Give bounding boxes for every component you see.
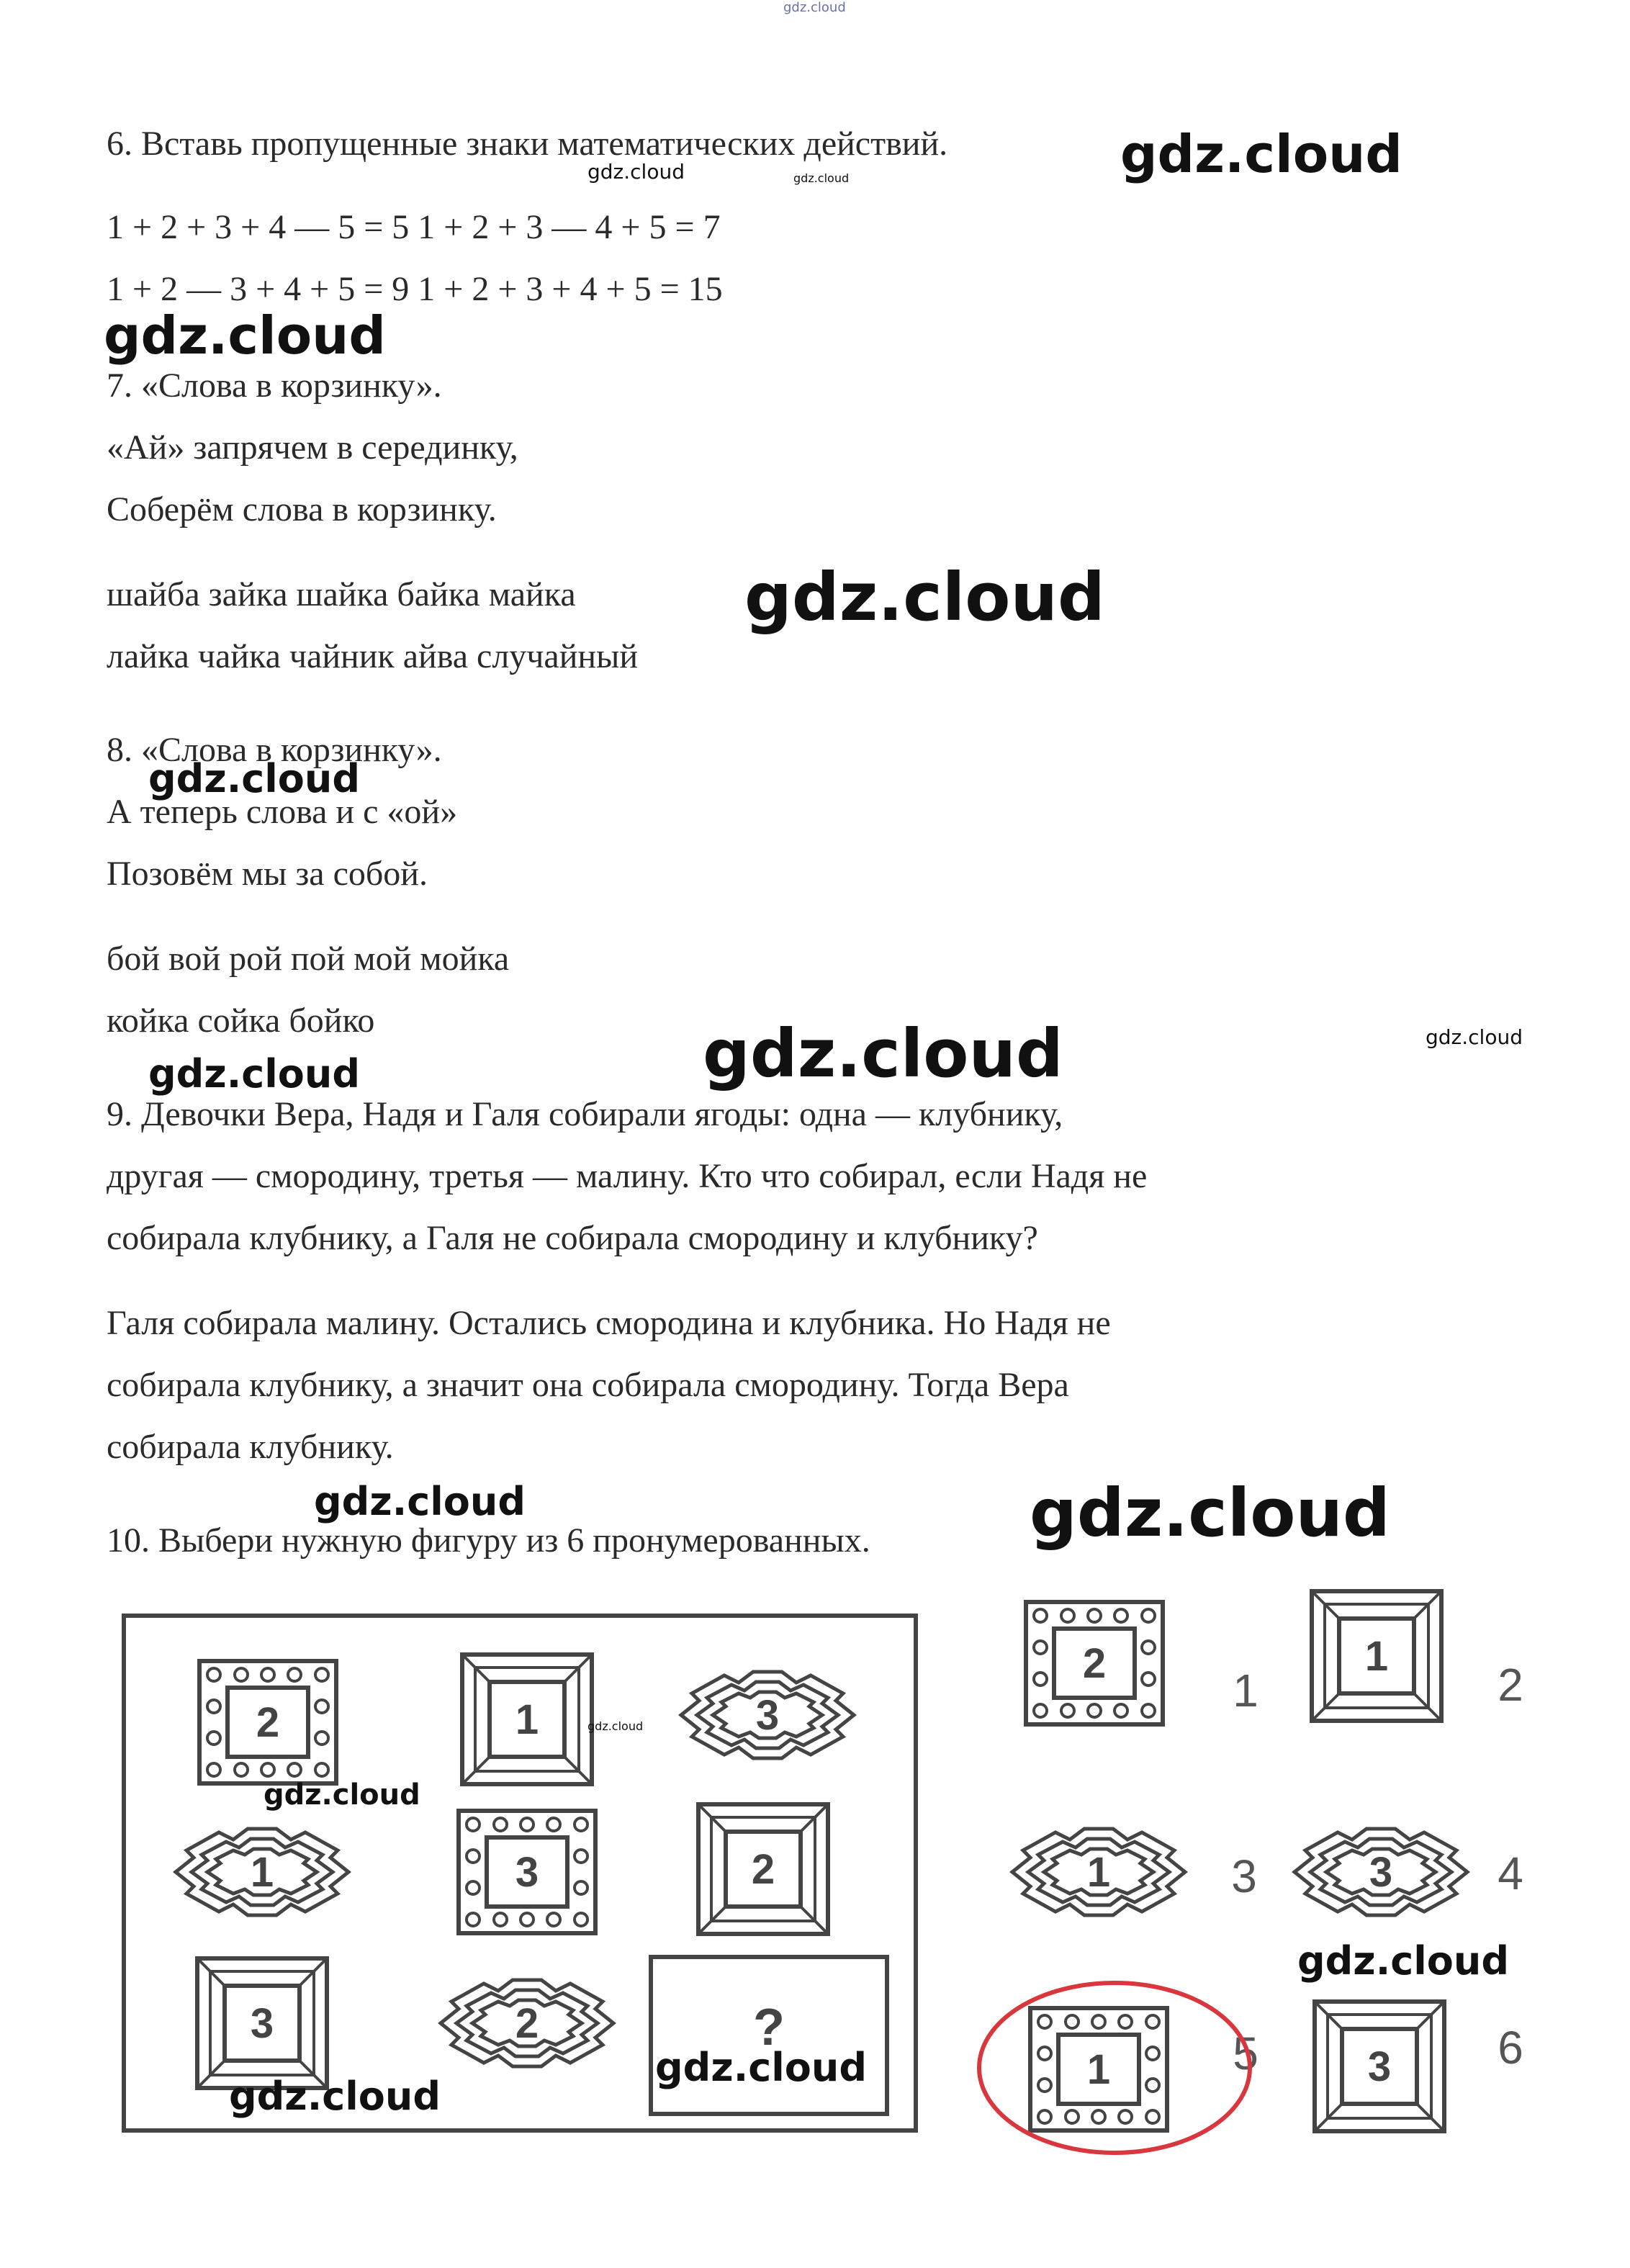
watermark: gdz.cloud [703,1015,1063,1092]
watermark: gdz.cloud [744,559,1105,636]
option-label: 1 [1086,2046,1111,2093]
task6-title: 6. Вставь пропущенные знаки математических действий. [107,125,948,163]
option-zigzag-diamond [1012,1829,1185,1915]
option-label: 1 [1086,1849,1111,1896]
task10-title: 10. Выбери нужную фигуру из 6 пронумерованных. [107,1521,870,1560]
task8-verse1: А теперь слова и с «ой» [107,793,458,831]
option-framed-square [1312,1591,1441,1721]
watermark: gdz.cloud [264,1778,420,1812]
task9-answer-line1: Галя собирала малину. Остались смородина и клубника. Но Надя не [107,1304,1111,1342]
grid-cell-label: 3 [755,1692,780,1739]
task9-answer-line3: собирала клубнику. [107,1428,394,1466]
grid-cell-label: 3 [250,2000,274,2047]
watermark: gdz.cloud [104,305,386,366]
option-number: 1 [1233,1665,1258,1716]
watermark-top: gdz.cloud [783,0,846,15]
grid-cell-zigzag-diamond [681,1672,854,1758]
grid-cell-question-box [651,1957,887,2114]
grid-cell-label: 1 [515,1696,539,1743]
watermark: gdz.cloud [148,756,360,801]
task8-words2: койка сойка бойко [107,1002,375,1040]
grid-cell-label: 1 [250,1849,274,1896]
option-number: 2 [1498,1659,1523,1711]
task7-title: 7. «Слова в корзинку». [107,366,442,405]
option-label: 3 [1367,2043,1392,2090]
option-number: 4 [1498,1848,1523,1899]
watermark: gdz.cloud [229,2074,441,2119]
grid-cell-framed-square [462,1655,592,1784]
watermark: gdz.cloud [655,2045,867,2090]
task9-question-line2: другая — смородину, третья — малину. Кто что собирал, если Надя не [107,1157,1148,1195]
watermark: gdz.cloud [587,1719,644,1733]
task7-verse1: «Ай» запрячем в серединку, [107,428,518,467]
watermark: gdz.cloud [314,1479,526,1524]
watermark: gdz.cloud [1297,1938,1509,1984]
question-mark: ? [753,1999,785,2056]
grid-cell-zigzag-diamond [441,1980,613,2066]
task6-row2: 1 + 2 — 3 + 4 + 5 = 9 1 + 2 + 3 + 4 + 5 = 15 [107,270,723,308]
grid-cell-label: 3 [515,1849,539,1896]
watermark: gdz.cloud [1030,1475,1390,1552]
option-dotted-square [1030,2008,1167,2130]
watermark: gdz.cloud [1120,124,1402,184]
option-zigzag-diamond [1294,1829,1467,1915]
option-number: 6 [1498,2022,1523,2074]
task7-verse2: Соберём слова в корзинку. [107,490,497,528]
task8-verse2: Позовём мы за собой. [107,855,428,893]
grid-cell-framed-square [698,1804,828,1934]
task7-words2: лайка чайка чайник айва случайный [107,637,639,675]
grid-cell-label: 2 [751,1846,775,1893]
task9-question-line3: собирала клубнику, а Галя не собирала смородину и клубнику? [107,1219,1038,1257]
option-label: 3 [1369,1849,1393,1896]
option-framed-square [1315,2002,1444,2131]
watermark: gdz.cloud [587,160,685,184]
grid-cell-zigzag-diamond [176,1829,348,1915]
task8-words1: бой вой рой пой мой мойка [107,940,510,978]
grid-cell-dotted-square [199,1661,336,1783]
option-number: 3 [1231,1850,1257,1902]
task6-row1: 1 + 2 + 3 + 4 — 5 = 5 1 + 2 + 3 — 4 + 5 = 7 [107,208,721,246]
option-number: 5 [1233,2028,1258,2079]
watermark: gdz.cloud [1426,1025,1523,1049]
option-label: 2 [1082,1640,1107,1687]
task7-words1: шайба зайка шайка байка майка [107,575,576,613]
grid-cell-framed-square [197,1958,327,2088]
task9-answer-line2: собирала клубнику, а значит она собирала смородину. Тогда Вера [107,1366,1069,1404]
watermark: gdz.cloud [148,1051,360,1097]
task9-question-line1: 9. Девочки Вера, Надя и Галя собирали ягоды: одна — клубнику, [107,1095,1063,1133]
grid-cell-label: 2 [256,1699,280,1746]
watermark: gdz.cloud [793,171,850,185]
option-label: 1 [1364,1633,1389,1680]
task8-title: 8. «Слова в корзинку». [107,731,442,769]
option-dotted-square [1026,1602,1163,1724]
grid-cell-label: 2 [515,2000,539,2047]
grid-cell-dotted-square [459,1811,595,1933]
